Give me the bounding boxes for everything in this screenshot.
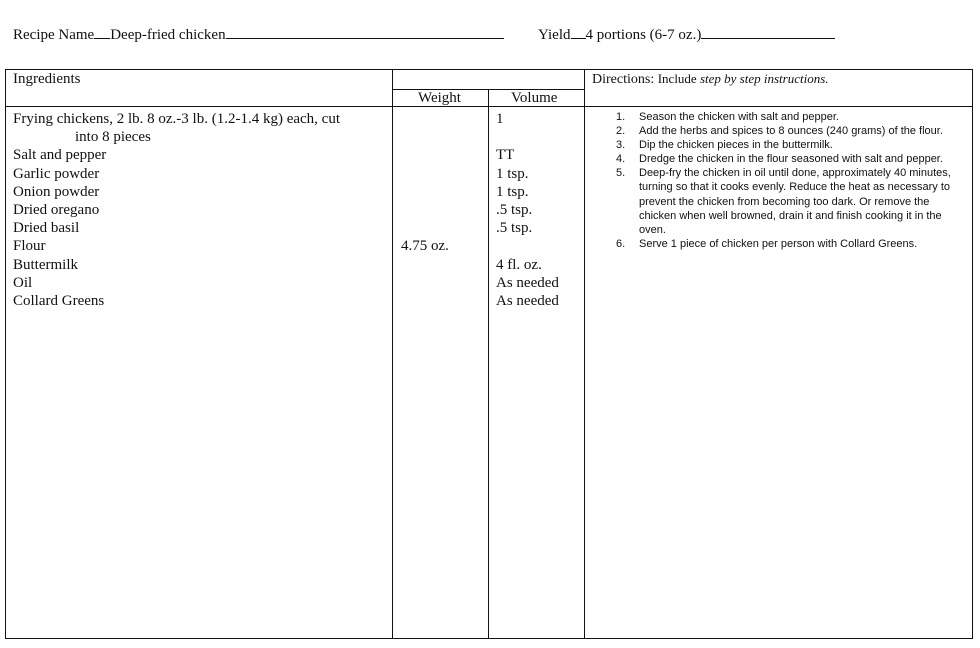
divider-volume-directions <box>584 69 585 639</box>
directions-header <box>592 71 829 88</box>
recipe-name-underline-lead <box>94 26 110 39</box>
volume-item-spacer <box>496 128 559 146</box>
weight-value-flour: 4.75 oz. <box>401 238 449 254</box>
volume-item: 1 tsp. <box>496 183 529 200</box>
yield-underline-tail <box>701 26 835 39</box>
ingredient-item: Dried oregano <box>13 202 100 219</box>
direction-step: 5. Deep-fry the chicken in oil until done, approximately 40 minutes, turning so that it cooks evenly. Reduce the heat as necessary to prevent the chicken from becoming too dark. Or remove the chicken when well browned, drain it and finish cooking it in the oven. <box>616 167 951 236</box>
volume-item: 4 fl. oz. <box>496 256 542 273</box>
direction-step: 4. Dredge the chicken in the flour seasoned with salt and pepper. <box>616 153 943 166</box>
direction-step: 3. Dip the chicken pieces in the buttermilk. <box>616 139 833 152</box>
recipe-name-line <box>13 26 504 44</box>
ingredient-item: Onion powder <box>13 183 100 200</box>
ingredient-item: Flour <box>13 238 46 255</box>
direction-step: 1. Season the chicken with salt and pepper. <box>616 111 839 123</box>
yield-line <box>538 26 835 44</box>
directions-label: Directions: <box>592 72 655 87</box>
volume-item: TT <box>496 147 515 164</box>
direction-step: 2. Add the herbs and spices to 8 ounces (240 grams) of the flour. <box>616 125 943 138</box>
volume-item: .5 tsp. <box>496 220 533 237</box>
yield-label: Yield <box>538 27 571 43</box>
ingredient-item: Dried basil <box>13 220 80 237</box>
ingredient-item: Salt and pepper <box>13 147 107 164</box>
directions-list <box>612 110 968 251</box>
volume-item: 1 tsp. <box>496 165 529 182</box>
divider-weight-volume <box>488 89 489 639</box>
directions-note: Include step by step instructions. <box>657 71 829 86</box>
volume-item: As needed <box>496 293 559 310</box>
ingredient-item: Buttermilk <box>13 256 78 273</box>
ingredients-header: Ingredients <box>13 71 81 87</box>
divider-header-body <box>5 106 973 107</box>
direction-step: 6. Serve 1 piece of chicken per person with Collard Greens. <box>616 237 918 250</box>
volume-item: 1 <box>496 111 504 127</box>
volume-item: .5 tsp. <box>496 202 533 219</box>
ingredient-item: Collard Greens <box>13 293 105 310</box>
recipe-name-underline-tail <box>226 26 504 39</box>
volume-item: As needed <box>496 274 559 291</box>
ingredient-item: Oil <box>13 274 33 291</box>
volume-item-empty <box>496 237 559 255</box>
divider-ingredients-weight <box>392 69 393 639</box>
yield-underline-lead <box>571 26 586 39</box>
volume-header: Volume <box>511 90 558 106</box>
volume-list <box>496 110 559 310</box>
ingredient-item: Frying chickens, 2 lb. 8 oz.-3 lb. (1.2-1.4 kg) each, cut into 8 pieces <box>13 111 341 146</box>
recipe-name-label: Recipe Name <box>13 27 95 43</box>
weight-header: Weight <box>418 90 461 106</box>
yield-value[interactable]: 4 portions (6-7 oz.) <box>585 27 702 43</box>
ingredient-list <box>13 110 340 310</box>
recipe-name-value[interactable]: Deep-fried chicken <box>110 27 226 43</box>
ingredient-item: Garlic powder <box>13 165 100 182</box>
